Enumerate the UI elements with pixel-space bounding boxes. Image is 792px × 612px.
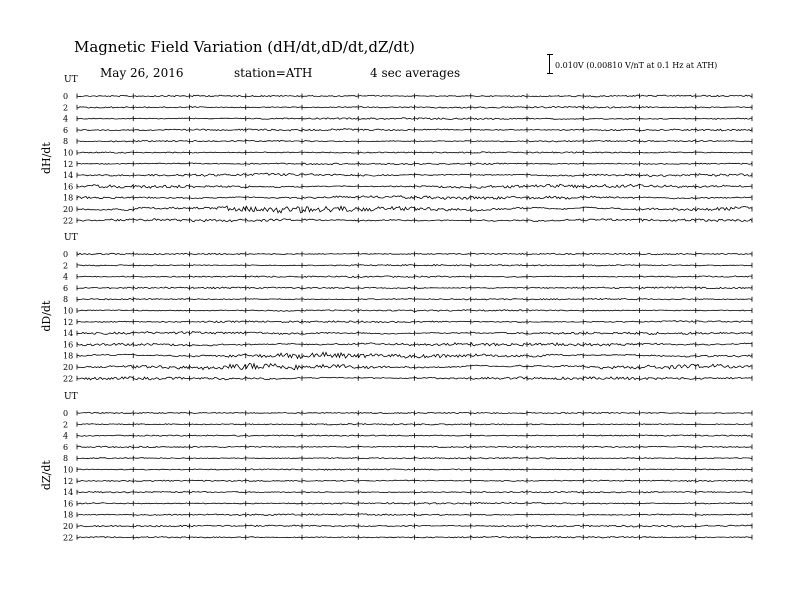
hour-label: 2 [63,103,69,113]
hour-label: 10 [63,148,74,158]
ut-label: UT [64,75,78,85]
panel-dD-dt [40,233,752,383]
hour-label: 4 [63,431,69,441]
hour-label: 20 [63,522,74,531]
hour-label: 12 [63,476,74,486]
hour-label: 22 [63,374,74,384]
panel-dH-dt [40,75,752,225]
panel-dZ-dt [40,392,752,542]
hour-label: 4 [63,272,69,282]
y-axis-label: dZ/dt [40,460,53,491]
hour-label: 10 [63,465,74,475]
hour-label: 18 [63,510,74,520]
hour-label: 6 [63,283,69,293]
ut-label: UT [64,392,78,402]
hour-label: 2 [63,261,69,271]
hour-label: 6 [63,442,69,452]
hour-label: 20 [63,363,74,372]
hour-label: 16 [63,182,74,192]
chart-title: Magnetic Field Variation (dH/dt,dD/dt,dZ/dt) [74,38,415,56]
hour-label: 16 [63,340,74,350]
hour-label: 12 [63,159,74,169]
hour-label: 14 [63,329,74,339]
hour-label: 6 [63,125,69,135]
hour-label: 18 [63,351,74,361]
hour-label: 10 [63,306,74,316]
ut-label: UT [64,233,78,243]
y-axis-label: dD/dt [40,300,53,332]
hour-label: 16 [63,499,74,509]
hour-label: 8 [63,137,69,147]
hour-label: 4 [63,114,69,124]
hour-label: 22 [63,533,74,543]
hour-label: 12 [63,317,74,327]
averaging-label: 4 sec averages [370,66,461,80]
station-label: station=ATH [234,66,313,80]
scale-label: 0.010V (0.00810 V/nT at 0.1 Hz at ATH) [555,61,718,70]
hour-label: 18 [63,193,74,203]
hour-label: 14 [63,171,74,181]
hour-label: 8 [63,295,69,305]
hour-label: 20 [63,205,74,214]
hour-label: 2 [63,420,69,430]
hour-label: 14 [63,488,74,498]
hour-label: 22 [63,216,74,226]
hour-label: 0 [63,250,69,259]
date-label: May 26, 2016 [100,66,184,80]
hour-label: 0 [63,409,69,418]
hour-label: 8 [63,454,69,464]
y-axis-label: dH/dt [40,142,53,175]
hour-label: 0 [63,92,69,101]
